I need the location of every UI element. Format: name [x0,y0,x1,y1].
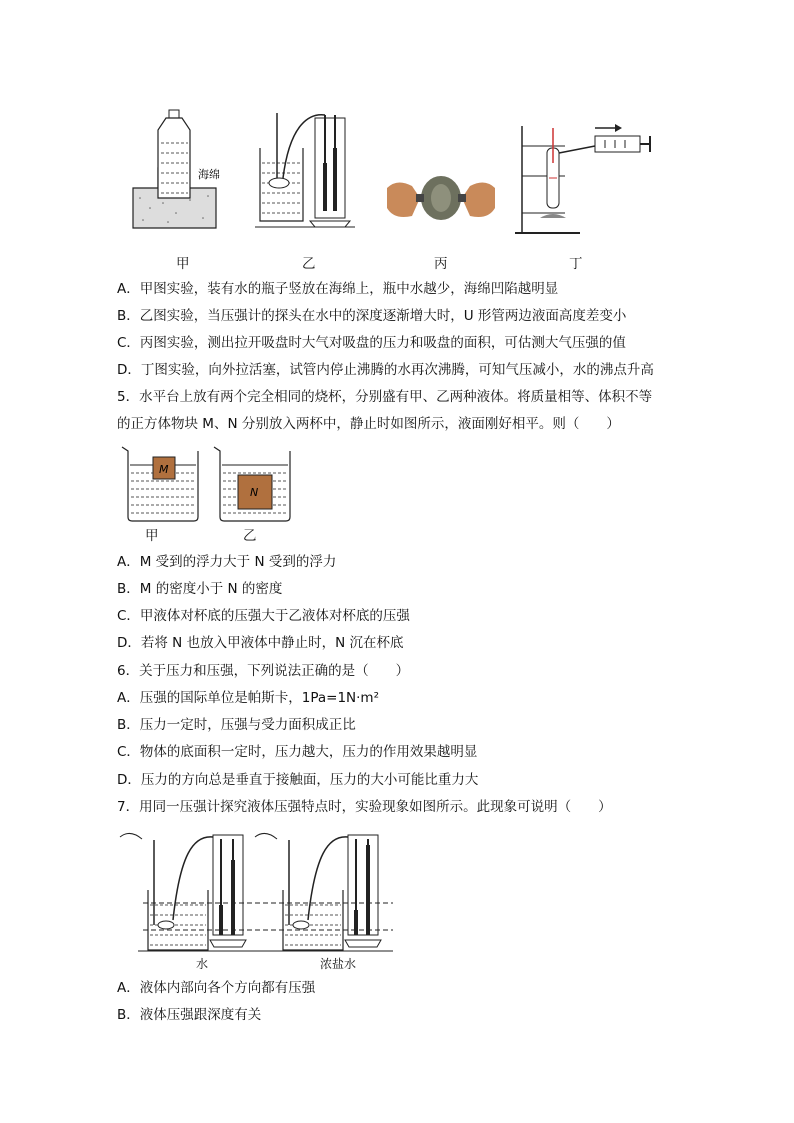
q6-option-b: B．压力一定时，压强与受力面积成正比 [117,717,356,733]
q5-option-d: D．若将 N 也放入甲液体中静止时，N 沉在杯底 [117,635,404,651]
block-m-label: M [159,463,169,476]
q6-option-d: D．压力的方向总是垂直于接触面，压力的大小可能比重力大 [117,772,479,788]
fig-caption-jia: 甲 [176,256,190,272]
q4-option-c: C．丙图实验，测出拉开吸盘时大气对吸盘的压力和吸盘的面积，可估测大气压强的值 [117,335,626,351]
q7-stem: 7．用同一压强计探究液体压强特点时，实验现象如图所示。此现象可说明（ ） [117,799,612,815]
q7-option-a: A．液体内部向各个方向都有压强 [117,980,316,996]
q7-option-b: B．液体压强跟深度有关 [117,1007,262,1023]
q5-option-b: B．M 的密度小于 N 的密度 [117,581,283,597]
sponge-label: 海绵 [198,168,220,181]
q4-option-d: D．丁图实验，向外拉活塞，试管内停止沸腾的水再次沸腾，可知气压减小，水的沸点升高 [117,362,654,378]
q5-stem-line1: 5．水平台上放有两个完全相同的烧杯，分别盛有甲、乙两种液体。将质量相等、体积不等 [117,389,653,405]
figure-q7-pressure-gauges [118,825,393,955]
q6-stem: 6．关于压力和压强，下列说法正确的是（ ） [117,663,410,679]
q6-option-a: A．压强的国际单位是帕斯卡，1Pa=1N·m² [117,690,379,706]
q7-fig-label-water: 水 [196,957,209,971]
figure-q5-beakers [120,443,300,523]
q5-option-c: C．甲液体对杯底的压强大于乙液体对杯底的压强 [117,608,410,624]
q4-option-b: B．乙图实验，当压强计的探头在水中的深度逐渐增大时，U 形管两边液面高度差变小 [117,308,627,324]
figure-jia-bottle-sponge [128,108,223,233]
q6-option-c: C．物体的底面积一定时，压力越大，压力的作用效果越明显 [117,744,478,760]
q5-stem-line2: 的正方体物块 M、N 分别放入两杯中，静止时如图所示，液面刚好相平。则（ ） [117,416,620,432]
figure-ding-syringe-test-tube [510,118,655,236]
fig-caption-ding: 丁 [569,256,583,272]
q5-fig-label-yi: 乙 [243,528,257,544]
q7-fig-label-brine: 浓盐水 [320,957,357,971]
fig-caption-bing: 丙 [434,256,448,272]
q5-fig-label-jia: 甲 [145,528,159,544]
figure-yi-pressure-gauge [255,103,355,233]
q4-option-a: A．甲图实验，装有水的瓶子竖放在海绵上，瓶中水越少，海绵凹陷越明显 [117,281,559,297]
figure-bing-suction-cups [382,168,500,228]
fig-caption-yi: 乙 [302,256,316,272]
block-n-label: N [250,486,259,499]
q5-option-a: A．M 受到的浮力大于 N 受到的浮力 [117,554,337,570]
